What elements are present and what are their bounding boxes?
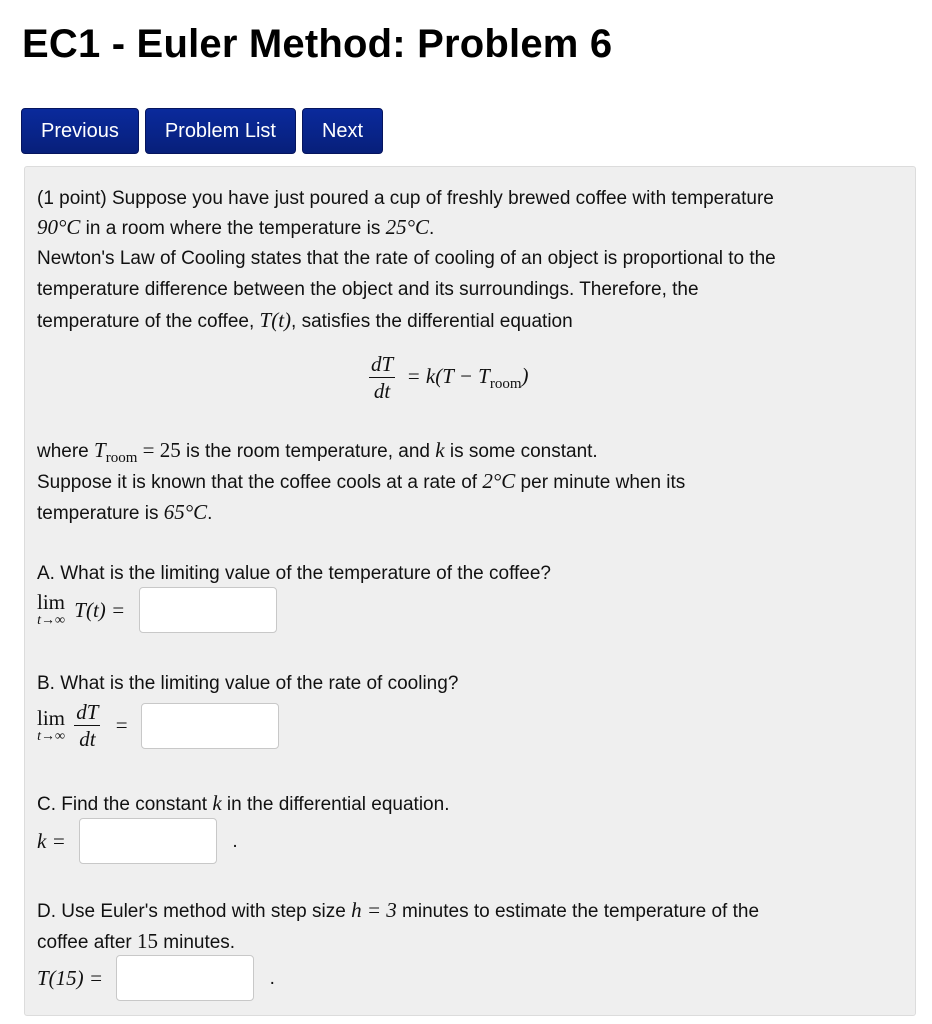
part-b-answer-row: lim t→∞ $\frac{dT}{dt}$ = <box>37 699 279 752</box>
differential-equation: $\frac{dT}{dt}$ = $k(T - T_{room})$ <box>371 352 529 403</box>
part-b-question: B. What is the limiting value of the rate of cooling? <box>37 673 459 694</box>
previous-button[interactable]: Previous <box>21 108 139 154</box>
problem-list-button[interactable]: Problem List <box>145 108 296 154</box>
room-temperature: 25°C <box>385 215 430 239</box>
problem-body <box>24 166 916 1016</box>
part-a-question: A. What is the limiting value of the temperature of the coffee? <box>37 563 551 584</box>
limit-notation: lim t→∞ <box>37 590 66 628</box>
part-d-question-line-1: D. Use Euler's method with step size h = 3 minutes to estimate the temperature of the <box>37 898 760 922</box>
limit-notation: lim t→∞ <box>37 705 66 744</box>
page-title: EC1 - Euler Method: Problem 6 <box>22 22 613 66</box>
intro-line-2: 90°C in a room where the temperature is 25°C. <box>37 215 435 239</box>
part-a-answer-row: lim t→∞ T(t) = <box>37 587 277 633</box>
temperature-function: T(t) <box>259 308 292 332</box>
rate-line: Suppose it is known that the coffee cools at a rate of 2°C per minute when its <box>37 469 686 493</box>
temperature-line: temperature is 65°C. <box>37 500 213 524</box>
part-d-question-line-2: coffee after 15 minutes. <box>37 929 236 953</box>
law-line-3: temperature of the coffee, T(t), satisfies the differential equation <box>37 308 573 332</box>
law-line-2: temperature difference between the object and its surroundings. Therefore, the <box>37 279 699 300</box>
part-d-answer-row: T(15) = . <box>37 955 275 1001</box>
initial-temperature: 90°C <box>37 215 81 239</box>
next-button[interactable]: Next <box>302 108 383 154</box>
derivative-fraction: $\frac{dT}{dt}$ <box>371 352 394 403</box>
problem-nav <box>21 108 383 154</box>
intro-line-1: (1 point) Suppose you have just poured a cup of freshly brewed coffee with temperature <box>37 188 774 209</box>
law-line-1: Newton's Law of Cooling states that the rate of cooling of an object is proportional to the <box>37 248 776 269</box>
part-c-question: C. Find the constant k in the differential equation. <box>37 791 450 815</box>
part-c-answer-row: k = . <box>37 818 238 864</box>
part-d-answer-input[interactable] <box>116 955 254 1001</box>
part-b-answer-input[interactable] <box>141 703 279 749</box>
where-line: where $T_{room} = 25$ is the room temperature, and k is some constant. <box>37 438 598 466</box>
derivative-fraction: $\frac{dT}{dt}$ <box>76 700 99 751</box>
part-a-answer-input[interactable] <box>139 587 277 633</box>
part-c-answer-input[interactable] <box>79 818 217 864</box>
